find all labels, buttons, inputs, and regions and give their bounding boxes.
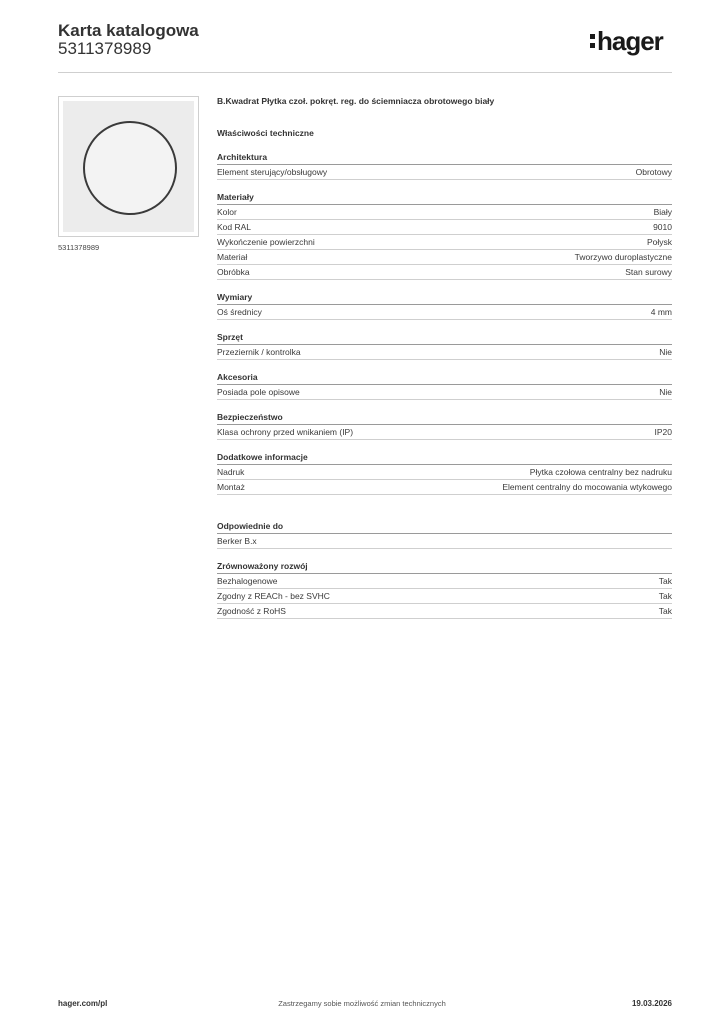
- logo-text: hager: [597, 26, 663, 56]
- product-name: B.Kwadrat Płytka czoł. pokręt. reg. do ściemniacza obrotowego biały: [217, 96, 495, 106]
- spec-label: Berker B.x: [217, 536, 257, 546]
- spec-value: Tak: [658, 591, 672, 601]
- spec-value: Element centralny do mocowania wtykowego: [502, 482, 672, 492]
- rotary-knob-icon: [83, 121, 177, 215]
- product-image-caption: 5311378989: [58, 243, 100, 252]
- spec-group-title: Zrównoważony rozwój: [217, 561, 672, 574]
- spec-label: Bezhalogenowe: [217, 576, 278, 586]
- section-title: Właściwości techniczne: [217, 128, 314, 138]
- spec-value: Tworzywo duroplastyczne: [574, 252, 672, 262]
- spec-value: IP20: [654, 427, 672, 437]
- spec-row: [217, 425, 672, 440]
- spec-row: [217, 235, 672, 250]
- spec-label: Element sterujący/obsługowy: [217, 167, 328, 177]
- spec-value: 4 mm: [650, 307, 672, 317]
- spec-groups: [217, 152, 672, 495]
- footer-date: 19.03.2026: [631, 999, 672, 1008]
- spec-label: Kod RAL: [217, 222, 252, 232]
- spec-row: [217, 534, 672, 549]
- spec-row: [217, 589, 672, 604]
- spec-value: Tak: [658, 606, 672, 616]
- spec-label: Oś średnicy: [217, 307, 262, 317]
- spec-row: [217, 205, 672, 220]
- spec-content: [217, 96, 672, 619]
- spec-row: [217, 574, 672, 589]
- spec-row: [217, 305, 672, 320]
- spec-row: [217, 465, 672, 480]
- page-title: Karta katalogowa: [58, 21, 199, 40]
- spec-label: Przeziernik / kontrolka: [217, 347, 301, 357]
- product-code: 5311378989: [58, 39, 152, 58]
- spec-group: [217, 412, 672, 440]
- spec-group-title: Bezpieczeństwo: [217, 412, 672, 425]
- footer-disclaimer: Zastrzegamy sobie możliwość zmian technicznych: [278, 999, 446, 1008]
- spec-value: Stan surowy: [625, 267, 672, 277]
- spec-row: [217, 165, 672, 180]
- spec-row: [217, 604, 672, 619]
- spec-label: Zgodny z REACh - bez SVHC: [217, 591, 330, 601]
- spec-label: Montaż: [217, 482, 245, 492]
- spec-group: [217, 292, 672, 320]
- spec-value: Tak: [658, 576, 672, 586]
- spec-row: [217, 265, 672, 280]
- spacer: [217, 495, 672, 509]
- spec-value: 9010: [653, 222, 672, 232]
- spec-row: [217, 345, 672, 360]
- product-plate-image: [63, 101, 194, 232]
- spec-label: Kolor: [217, 207, 237, 217]
- spec-value: Nie: [659, 387, 672, 397]
- spec-group-title: Materiały: [217, 192, 672, 205]
- spec-label: Wykończenie powierzchni: [217, 237, 315, 247]
- spec-row: [217, 250, 672, 265]
- spec-label: Klasa ochrony przed wnikaniem (IP): [217, 427, 354, 437]
- spec-group: [217, 152, 672, 180]
- spec-group: [217, 372, 672, 400]
- product-image: [58, 96, 199, 237]
- spec-row: [217, 385, 672, 400]
- footer-website: hager.com/pl: [58, 999, 108, 1008]
- spec-value: Połysk: [646, 237, 672, 247]
- spec-group: [217, 561, 672, 619]
- spec-group-title: Odpowiednie do: [217, 521, 672, 534]
- spec-group: [217, 452, 672, 495]
- spec-label: Nadruk: [217, 467, 245, 477]
- spec-group-title: Dodatkowe informacje: [217, 452, 672, 465]
- spec-group-title: Sprzęt: [217, 332, 672, 345]
- spec-value: Biały: [653, 207, 672, 217]
- spec-row: [217, 480, 672, 495]
- spec-group-title: Architektura: [217, 152, 672, 165]
- spec-group-title: Wymiary: [217, 292, 672, 305]
- spec-group: [217, 332, 672, 360]
- spec-label: Zgodność z RoHS: [217, 606, 286, 616]
- spec-value: Obrotowy: [635, 167, 672, 177]
- spec-label: Obróbka: [217, 267, 250, 277]
- spec-group: [217, 521, 672, 549]
- logo-colon-icon: [590, 34, 595, 48]
- spec-label: Posiada pole opisowe: [217, 387, 300, 397]
- spec-group-title: Akcesoria: [217, 372, 672, 385]
- spec-label: Materiał: [217, 252, 248, 262]
- header-divider: [58, 72, 672, 73]
- spec-row: [217, 220, 672, 235]
- hager-logo: [590, 26, 663, 56]
- spec-value: Nie: [659, 347, 672, 357]
- spec-group: [217, 192, 672, 280]
- spec-groups-after: [217, 521, 672, 619]
- spec-value: Płytka czołowa centralny bez nadruku: [529, 467, 672, 477]
